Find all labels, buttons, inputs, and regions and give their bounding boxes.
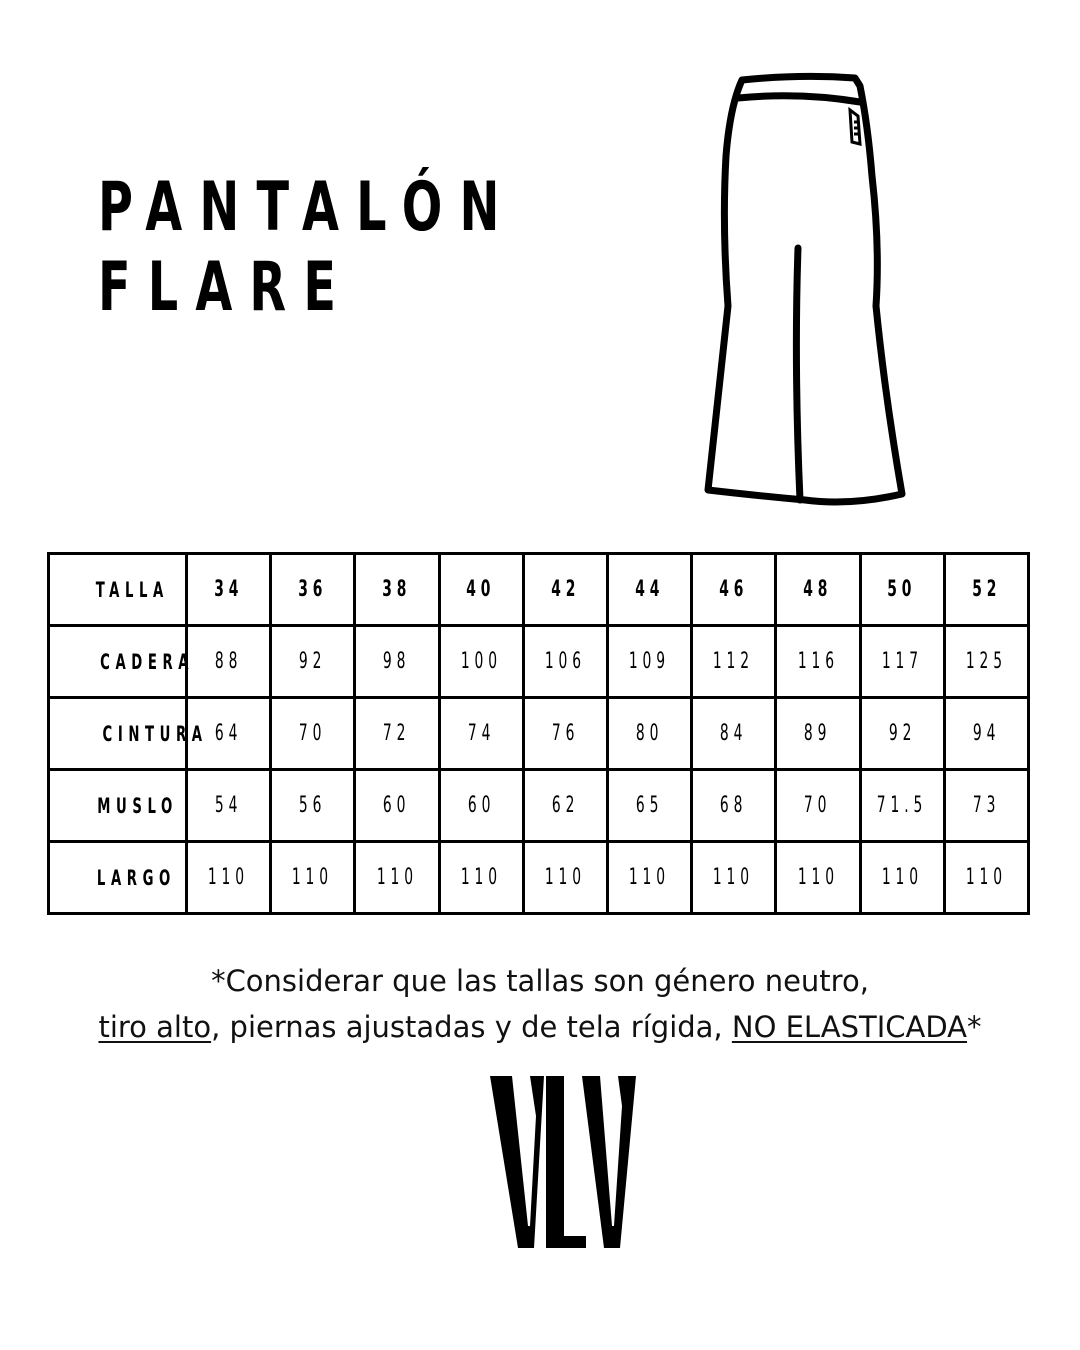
table-cell: 110: [607, 842, 691, 914]
table-cell: 42: [523, 554, 607, 626]
table-cell: 56: [271, 770, 355, 842]
row-label-muslo: MUSLO: [49, 770, 187, 842]
table-cell: 60: [439, 770, 523, 842]
table-cell: 50: [860, 554, 944, 626]
table-cell: 74: [439, 698, 523, 770]
table-cell: 52: [944, 554, 1028, 626]
table-cell: 71.5: [860, 770, 944, 842]
table-row: [49, 770, 1029, 842]
table-cell: 109: [607, 626, 691, 698]
table-cell: 116: [776, 626, 860, 698]
row-label-cadera: CADERA: [49, 626, 187, 698]
sizing-note: [0, 958, 1080, 1050]
table-cell: 65: [607, 770, 691, 842]
flare-pants-icon: [690, 66, 920, 516]
row-label-cintura: CINTURA: [49, 698, 187, 770]
table-cell: 110: [439, 842, 523, 914]
table-cell: 106: [523, 626, 607, 698]
table-cell: 94: [944, 698, 1028, 770]
table-cell: 89: [776, 698, 860, 770]
row-label-largo: LARGO: [49, 842, 187, 914]
table-cell: 70: [776, 770, 860, 842]
table-cell: 88: [187, 626, 271, 698]
table-cell: 72: [355, 698, 439, 770]
table-row: [49, 626, 1029, 698]
table-cell: 110: [271, 842, 355, 914]
table-cell: 98: [355, 626, 439, 698]
table-cell: 110: [860, 842, 944, 914]
brand-logo: [490, 1076, 636, 1248]
table-cell: 110: [944, 842, 1028, 914]
table-cell: 110: [776, 842, 860, 914]
page-title: [98, 168, 517, 328]
table-cell: 44: [607, 554, 691, 626]
table-cell: 100: [439, 626, 523, 698]
table-cell: 62: [523, 770, 607, 842]
note-underline-tiro-alto: tiro alto: [98, 1010, 212, 1044]
note-end-text: *: [967, 1010, 982, 1044]
table-cell: 46: [692, 554, 776, 626]
row-label-talla: TALLA: [49, 554, 187, 626]
table-cell: 73: [944, 770, 1028, 842]
title-line-2: FLARE: [98, 248, 354, 327]
table-cell: 84: [692, 698, 776, 770]
table-cell: 110: [523, 842, 607, 914]
table-row: [49, 698, 1029, 770]
table-cell: 110: [692, 842, 776, 914]
note-line-1: *Considerar que las tallas son género neutro,: [211, 964, 869, 998]
table-cell: 112: [692, 626, 776, 698]
table-cell: 92: [860, 698, 944, 770]
table-cell: 80: [607, 698, 691, 770]
table-cell: 110: [187, 842, 271, 914]
size-table: [47, 552, 1030, 915]
table-cell: 117: [860, 626, 944, 698]
table-cell: 38: [355, 554, 439, 626]
table-cell: 60: [355, 770, 439, 842]
table-cell: 125: [944, 626, 1028, 698]
table-cell: 76: [523, 698, 607, 770]
table-row: [49, 554, 1029, 626]
table-cell: 54: [187, 770, 271, 842]
note-line-2: [0, 1004, 1080, 1050]
note-middle-text: , piernas ajustadas y de tela rígida,: [211, 1010, 732, 1044]
table-cell: 70: [271, 698, 355, 770]
table-cell: 36: [271, 554, 355, 626]
table-cell: 64: [187, 698, 271, 770]
table-cell: 40: [439, 554, 523, 626]
table-cell: 68: [692, 770, 776, 842]
note-underline-no-elasticada: NO ELASTICADA: [731, 1010, 968, 1044]
table-cell: 110: [355, 842, 439, 914]
table-row: [49, 842, 1029, 914]
table-cell: 34: [187, 554, 271, 626]
table-cell: 92: [271, 626, 355, 698]
table-cell: 48: [776, 554, 860, 626]
title-line-1: PANTALÓN: [98, 168, 517, 247]
